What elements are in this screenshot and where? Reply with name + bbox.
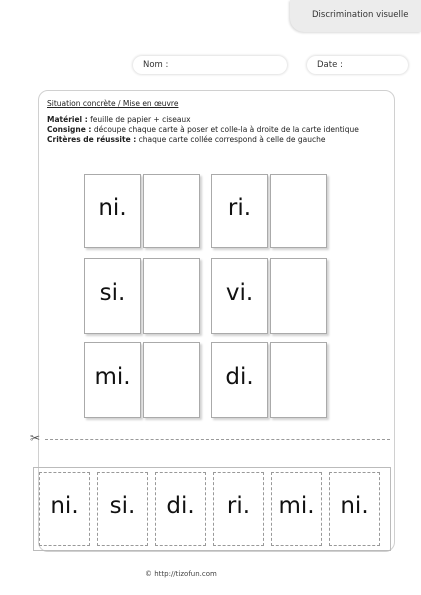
cutout-syllable: ri. xyxy=(226,493,251,519)
cutout-syllable: di. xyxy=(166,493,195,519)
paste-slot[interactable] xyxy=(270,258,327,334)
paste-slot[interactable] xyxy=(143,258,200,334)
footer-credit: © http://tizofun.com xyxy=(145,570,217,578)
criteres-label: Critères de réussite : xyxy=(47,135,137,144)
name-label: Nom : xyxy=(143,60,169,70)
paste-slot[interactable] xyxy=(270,342,327,418)
cutout-syllable: ni. xyxy=(340,493,369,519)
consigne-text: découpe chaque carte à poser et colle-la à droite de la carte identique xyxy=(93,125,359,134)
consigne-line xyxy=(47,125,359,134)
model-card xyxy=(211,174,268,248)
paste-slot[interactable] xyxy=(270,174,327,248)
model-card xyxy=(211,258,268,334)
cutout-card[interactable] xyxy=(39,472,90,546)
model-card-syllable: ri. xyxy=(227,195,252,221)
cutout-card[interactable] xyxy=(329,472,380,546)
materiel-label: Matériel : xyxy=(47,115,88,124)
cut-line xyxy=(45,439,390,440)
model-card-syllable: ni. xyxy=(98,195,127,221)
date-label: Date : xyxy=(317,60,343,70)
paste-slot[interactable] xyxy=(143,342,200,418)
materiel-line xyxy=(47,115,191,124)
cutout-card[interactable] xyxy=(271,472,322,546)
model-card-syllable: mi. xyxy=(94,364,131,390)
situation-heading: Situation concrète / Mise en œuvre xyxy=(47,99,179,108)
cutout-card[interactable] xyxy=(155,472,206,546)
cutout-syllable: ni. xyxy=(50,493,79,519)
page-title: Discrimination visuelle xyxy=(312,10,409,20)
model-card-syllable: vi. xyxy=(225,280,254,306)
date-field[interactable] xyxy=(307,56,408,74)
cutout-card[interactable] xyxy=(97,472,148,546)
scissors-icon: ✂ xyxy=(30,431,41,445)
name-field[interactable] xyxy=(133,56,287,74)
model-card xyxy=(84,342,141,418)
model-card-syllable: si. xyxy=(99,280,126,306)
cutout-card[interactable] xyxy=(213,472,264,546)
model-card xyxy=(211,342,268,418)
paste-slot[interactable] xyxy=(143,174,200,248)
cutout-syllable: mi. xyxy=(278,493,315,519)
header-tab xyxy=(290,0,421,32)
criteres-line xyxy=(47,135,326,144)
cutout-syllable: si. xyxy=(109,493,136,519)
model-card-syllable: di. xyxy=(225,364,254,390)
materiel-text: feuille de papier + ciseaux xyxy=(90,115,191,124)
model-card xyxy=(84,174,141,248)
criteres-text: chaque carte collée correspond à celle de gauche xyxy=(138,135,326,144)
consigne-label: Consigne : xyxy=(47,125,92,134)
model-card xyxy=(84,258,141,334)
